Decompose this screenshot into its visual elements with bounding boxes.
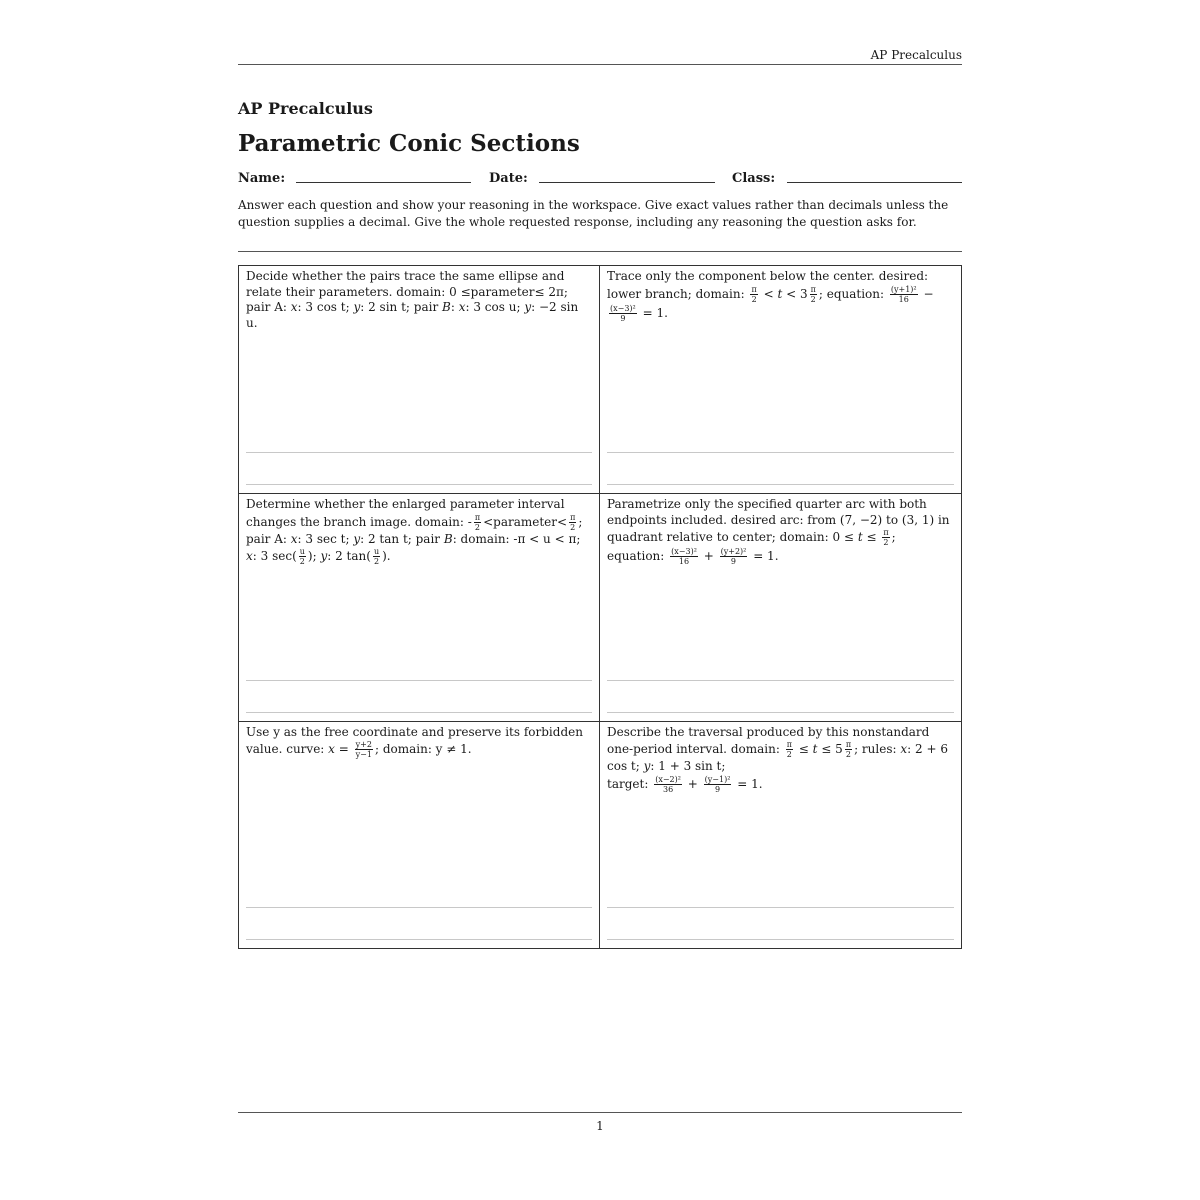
fraction: $\frac{y+2}{y-1}$ [355,740,372,760]
fraction: $\frac{\text{(x−2)²}}{36}$ [655,774,681,794]
question-prompt: Trace only the component below the center. desired: lower branch; domain: $\frac{\pi}{2}$ < t < 3 $\frac{\pi}{2}$ ; equation: $\frac{\text{(y+1)²}}{16}$ − $\frac{\text{(x−3)²}}{9}$ = 1. [607,269,934,323]
fraction: $\frac{\pi}{2}$ [810,284,816,304]
answer-line[interactable] [246,939,592,940]
question-cell-6[interactable] [600,721,961,948]
course-title: AP Precalculus [238,99,373,118]
question-prompt: Decide whether the pairs trace the same ellipse and relate their parameters. domain: 0 ≤parameter≤ 2π; pair A: x: 3 cos t; y: 2 sin t; pair B: x: 3 cos u; y: −2 sin u. [246,269,579,330]
page-number: 1 [596,1119,604,1133]
section-rule [238,251,962,252]
footer-rule [238,1112,962,1113]
fraction: $\frac{\pi}{2}$ [845,740,852,760]
answer-line[interactable] [607,939,954,940]
question-prompt: Use y as the free coordinate and preserve its forbidden value. curve: x = $\frac{y+2}{y-1}$ ; domain: y ≠ 1. [246,724,583,760]
question-prompt: Parametrize only the specified quarter arc with both endpoints included. desired arc: from (7, −2) to (3, 1) in quadrant relative to center; domain: 0 ≤ t ≤ $\frac{\pi}{2}$ ; equation: $\frac{\text{(x−3)²}}{16}$ + $\frac{\text{(y+2)²}}{9}$ = 1. [607,497,950,567]
class-blank[interactable] [787,182,962,183]
answer-line[interactable] [607,452,954,453]
header-rule [238,64,962,65]
student-info-line [238,171,962,191]
fraction: $\frac{\pi}{2}$ [786,740,792,760]
question-cell-3[interactable] [239,493,600,720]
fraction: $\frac{\text{(y+1)²}}{16}$ [890,284,917,304]
fraction: $\frac{\text{(y−1)²}}{9}$ [704,774,731,794]
question-cell-4[interactable] [600,493,961,720]
fraction: $\frac{\pi}{2}$ [751,284,757,304]
answer-line[interactable] [607,907,954,908]
answer-line[interactable] [246,680,592,681]
answer-line[interactable] [246,452,592,453]
fraction: $\frac{\pi}{2}$ [474,512,481,532]
fraction: $\frac{\text{(y+2)²}}{9}$ [720,547,747,567]
worksheet-page [238,0,962,1200]
question-cell-1[interactable] [239,266,600,493]
answer-line[interactable] [607,712,954,713]
name-label: Name: [238,171,286,186]
instructions: Answer each question and show your reasoning in the workspace. Give exact values rather than decimals unless the question supplies a decimal. Give the whole requested response, including any reasoning the question asks for. [238,198,949,229]
fraction: $\frac{\pi}{2}$ [570,512,576,532]
running-header: AP Precalculus [870,48,962,62]
date-label: Date: [489,171,528,186]
question-grid [238,265,962,949]
name-blank[interactable] [296,182,471,183]
answer-line[interactable] [246,484,592,485]
class-label: Class: [732,171,776,186]
answer-line[interactable] [246,907,592,908]
question-cell-2[interactable] [600,266,961,493]
page-title: Parametric Conic Sections [238,130,580,157]
fraction: $\frac{u}{2}$ [373,547,380,567]
answer-line[interactable] [607,484,954,485]
question-cell-5[interactable] [239,721,600,948]
fraction: $\frac{u}{2}$ [299,547,305,567]
answer-line[interactable] [607,680,954,681]
date-blank[interactable] [539,182,715,183]
question-prompt: Describe the traversal produced by this nonstandard one-period interval. domain: $\frac{\pi}{2}$ ≤ t ≤ 5 $\frac{\pi}{2}$ ; rules: x: 2 + 6 cos t; y: 1 + 3 sin t; target: $\frac{\text{(x−2)²}}{36}$ + $\frac{\text{(y−1)²}}{9}$ = 1. [607,724,948,794]
fraction: $\frac{\text{(x−3)²}}{16}$ [671,547,697,567]
question-prompt: Determine whether the enlarged parameter interval changes the branch image. domain: - $\frac{\pi}{2}$ <parameter< $\frac{\pi}{2}$ ; pair A: x: 3 sec t; y: 2 tan t; pair B: domain: -π < u < π; x: 3 sec( $\frac{u}{2}$ ); y: 2 tan( $\frac{u}{2}$ ). [246,497,583,567]
answer-line[interactable] [246,712,592,713]
fraction: $\frac{\pi}{2}$ [883,528,889,548]
fraction: $\frac{\text{(x−3)²}}{9}$ [610,303,636,323]
